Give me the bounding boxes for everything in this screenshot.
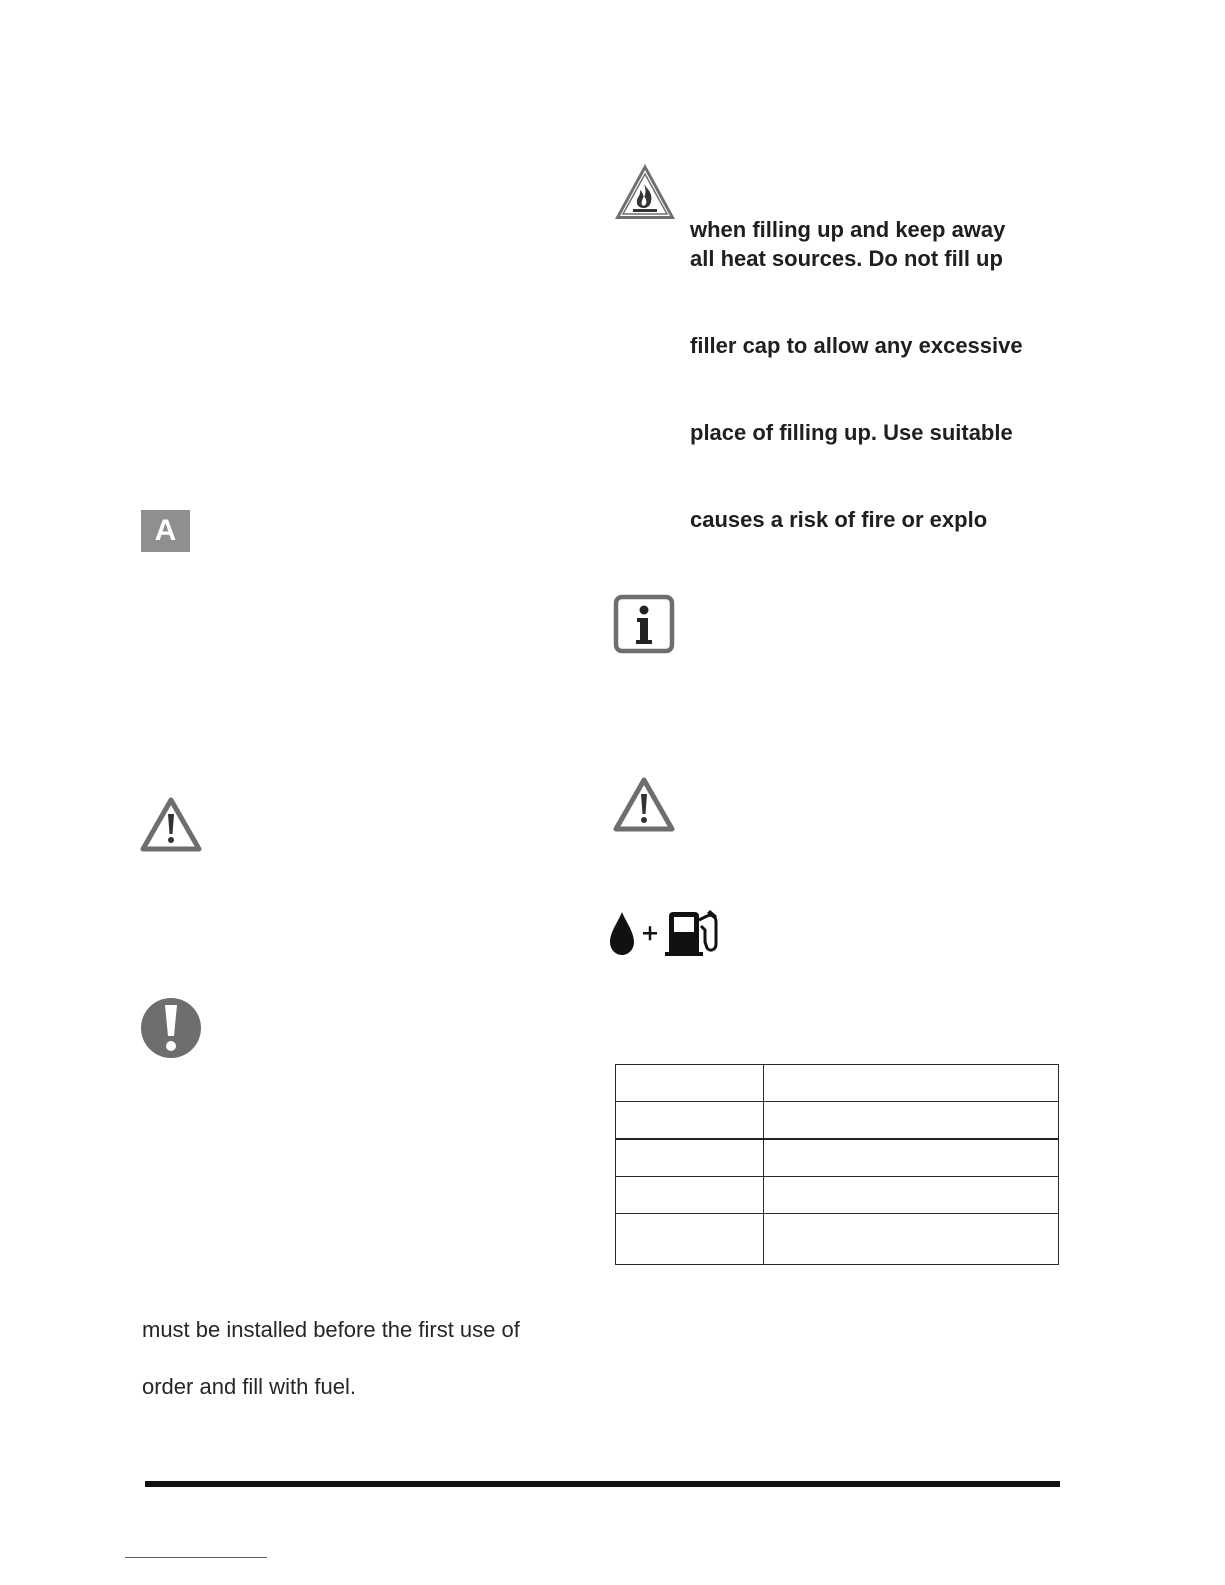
warning-text-line: causes a risk of fire or explo — [690, 507, 988, 532]
exclamation-circle-icon — [140, 997, 202, 1059]
spec-table — [615, 1064, 1059, 1265]
table-cell — [616, 1139, 764, 1177]
table-row — [616, 1139, 1059, 1177]
flammable-warning-icon — [613, 162, 677, 222]
table-cell — [764, 1177, 1059, 1214]
section-badge: A — [141, 510, 190, 552]
table-cell — [764, 1139, 1059, 1177]
table-row — [616, 1065, 1059, 1102]
warning-triangle-icon — [613, 776, 675, 834]
table-cell — [764, 1065, 1059, 1102]
table-cell — [616, 1102, 764, 1140]
warning-text-line: place of filling up. Use suitable — [690, 420, 1013, 445]
warning-text-line: all heat sources. Do not fill up — [690, 246, 1003, 271]
info-icon — [613, 594, 675, 654]
body-text-line: must be installed before the first use of — [142, 1317, 520, 1342]
table-cell — [764, 1214, 1059, 1265]
warning-text-line: when filling up and keep away — [690, 217, 1006, 242]
table-cell — [616, 1214, 764, 1265]
warning-triangle-icon — [140, 796, 202, 854]
footer-link-underline[interactable] — [125, 1557, 267, 1558]
table-cell — [764, 1102, 1059, 1140]
footer-rule — [145, 1481, 1060, 1487]
warning-text-line: filler cap to allow any excessive — [690, 333, 1023, 358]
table-row — [616, 1102, 1059, 1140]
table-row — [616, 1177, 1059, 1214]
table-cell — [616, 1177, 764, 1214]
table-row — [616, 1214, 1059, 1265]
body-text-line: order and fill with fuel. — [142, 1374, 356, 1399]
oil-plus-fuel-icon — [606, 906, 724, 958]
table-cell — [616, 1065, 764, 1102]
